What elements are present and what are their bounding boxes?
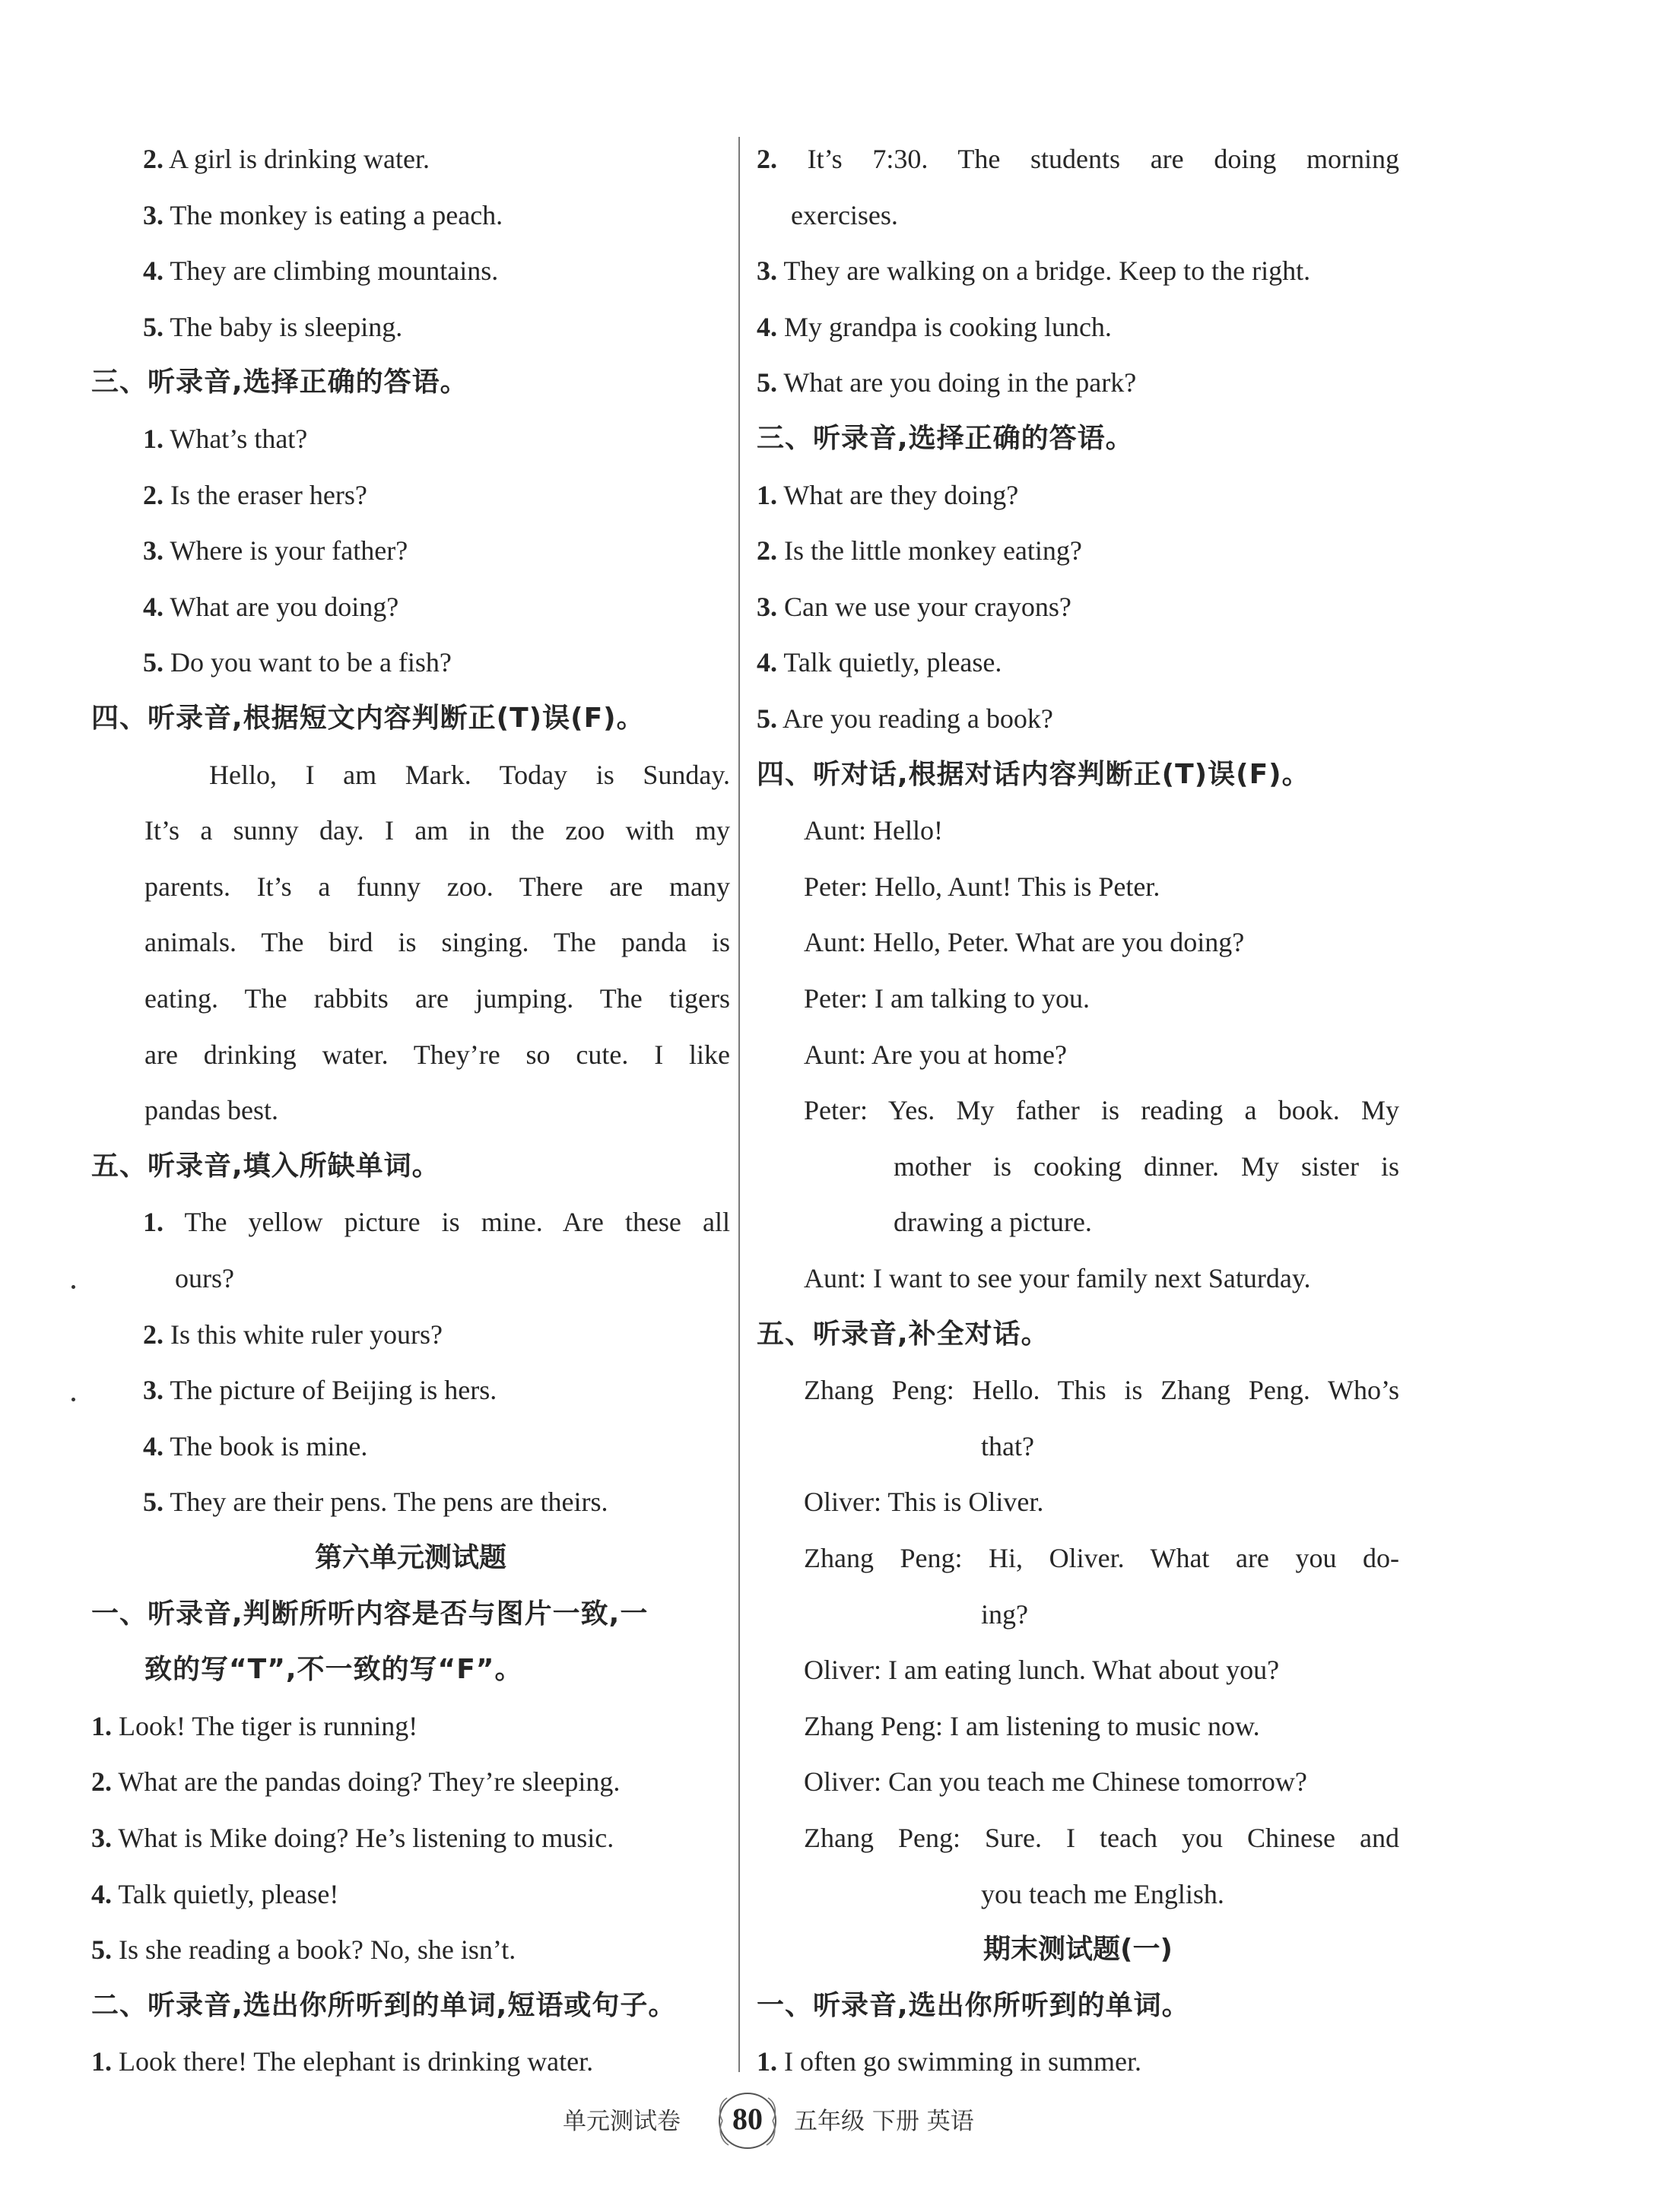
item-text: What are the pandas doing? They’re sleeping. <box>112 1766 621 1798</box>
list-item <box>143 1485 608 1519</box>
section-heading: 四、听对话,根据对话内容判断正(T)误(F)。 <box>757 758 1310 790</box>
item-text: Is she reading a book? No, she isn’t. <box>112 1934 516 1966</box>
item-text: Is this white ruler yours? <box>163 1319 443 1350</box>
item-text: The baby is sleeping. <box>163 311 403 342</box>
dialog-line <box>804 1821 1399 1855</box>
passage-line: animals. The bird is singing. The panda is <box>144 927 730 958</box>
list-item <box>143 422 307 455</box>
dialog-line <box>804 1765 1307 1798</box>
list-item <box>143 142 430 176</box>
item-text: Talk quietly, please. <box>777 647 1002 678</box>
passage-line: pandas best. <box>144 1095 278 1126</box>
speaker-label: Aunt: <box>804 927 867 958</box>
dialog-line <box>804 1653 1279 1687</box>
section-heading: 二、听录音,选出你所听到的单词,短语或句子。 <box>91 1989 677 2021</box>
item-continuation: exercises. <box>791 199 898 230</box>
list-item <box>143 590 398 624</box>
dialog-text: Can you teach me Chinese tomorrow? <box>881 1766 1307 1798</box>
item-number: 3. <box>143 1375 163 1406</box>
dialog-continuation: ing? <box>981 1598 1028 1630</box>
item-text: They are climbing mountains. <box>163 255 499 287</box>
speaker-label: Oliver: <box>804 1487 881 1518</box>
dialog-text: This is Oliver. <box>881 1487 1044 1518</box>
item-text: Talk quietly, please! <box>112 1878 339 1909</box>
list-item <box>91 1709 417 1743</box>
dialog-text: I am listening to music now. <box>942 1710 1260 1741</box>
list-item <box>91 1821 614 1855</box>
page-number: 80 <box>732 2102 763 2136</box>
item-number: 5. <box>143 1487 163 1518</box>
list-item <box>143 478 367 512</box>
footer-grade-subject: 五年级 下册 英语 <box>794 2108 974 2135</box>
dialog-text: I want to see your family next Saturday. <box>866 1263 1311 1293</box>
list-item <box>757 534 1082 567</box>
list-item <box>91 2045 593 2078</box>
speaker-label: Peter: <box>804 1095 868 1126</box>
item-text: What’s that? <box>163 424 308 454</box>
item-number: 5. <box>757 703 777 734</box>
dialog-continuation: drawing a picture. <box>894 1207 1092 1238</box>
item-text: The monkey is eating a peach. <box>163 199 503 230</box>
item-text: Look there! The elephant is drinking water. <box>112 2046 594 2077</box>
list-item <box>143 1373 497 1407</box>
section-heading: 五、听录音,填入所缺单词。 <box>91 1150 440 1182</box>
item-text: I often go swimming in summer. <box>777 2046 1141 2077</box>
dialog-line <box>804 925 1244 959</box>
item-number: 2. <box>757 535 777 566</box>
item-number: 5. <box>143 647 163 678</box>
dialog-line <box>804 1093 1399 1127</box>
dialog-line <box>804 1262 1311 1295</box>
dialog-line <box>804 1485 1043 1519</box>
item-text: What are they doing? <box>777 479 1019 510</box>
speck-dot <box>71 1398 75 1401</box>
item-text: Are you reading a book? <box>777 703 1053 734</box>
passage-line: Hello, I am Mark. Today is Sunday. <box>209 759 730 790</box>
dialog-text: Hello, Aunt! This is Peter. <box>867 871 1160 902</box>
item-text: Where is your father? <box>163 535 408 566</box>
item-text: The yellow picture is mine. Are these all <box>163 1207 730 1238</box>
item-number: 4. <box>143 1430 163 1461</box>
list-item <box>143 646 452 679</box>
item-number: 3. <box>143 199 163 230</box>
dialog-line <box>804 1373 1399 1407</box>
dialog-text: Are you at home? <box>866 1039 1067 1070</box>
item-number: 1. <box>757 2046 777 2077</box>
item-text: The book is mine. <box>163 1430 368 1461</box>
item-text: Can we use your crayons? <box>777 591 1071 622</box>
item-number: 3. <box>91 1823 112 1853</box>
dialog-line <box>804 1709 1260 1743</box>
speaker-label: Oliver: <box>804 1766 881 1798</box>
dialog-text: Hello. This is Zhang Peng. Who’s <box>954 1375 1399 1406</box>
speaker-label: Peter: <box>804 983 868 1014</box>
item-text: A girl is drinking water. <box>163 144 430 174</box>
dialog-line <box>804 1541 1399 1575</box>
item-text: They are their pens. The pens are theirs. <box>163 1487 608 1518</box>
section-title: 第六单元测试题 <box>314 1542 506 1573</box>
list-item <box>143 534 408 567</box>
dialog-continuation: you teach me English. <box>981 1878 1224 1909</box>
section-heading: 五、听录音,补全对话。 <box>757 1318 1049 1350</box>
item-text: What are you doing in the park? <box>777 367 1137 398</box>
list-item <box>143 310 402 344</box>
item-text: It’s 7:30. The students are doing morning <box>777 144 1399 174</box>
list-item <box>757 2045 1141 2078</box>
item-number: 1. <box>91 2046 112 2077</box>
speaker-label: Oliver: <box>804 1655 881 1686</box>
dialog-text: Sure. I teach you Chinese and <box>960 1823 1399 1853</box>
item-number: 2. <box>757 144 777 174</box>
item-text: The picture of Beijing is hers. <box>163 1375 497 1406</box>
dialog-text: Yes. My father is reading a book. My <box>867 1095 1399 1126</box>
section-heading: 三、听录音,选择正确的答语。 <box>91 367 468 398</box>
page-footer <box>0 2093 1654 2153</box>
item-number: 5. <box>143 311 163 342</box>
dialog-line <box>804 982 1090 1015</box>
passage-line: parents. It’s a funny zoo. There are many <box>144 871 730 902</box>
section-heading: 致的写“T”,不一致的写“F”。 <box>144 1654 523 1686</box>
list-item <box>143 1205 730 1239</box>
item-text: Is the little monkey eating? <box>777 535 1082 566</box>
item-number: 1. <box>143 1207 163 1238</box>
speaker-label: Zhang Peng: <box>804 1375 954 1406</box>
item-number: 1. <box>143 424 163 454</box>
passage-line: It’s a sunny day. I am in the zoo with my <box>144 815 730 846</box>
dialog-text: Hello! <box>866 815 943 846</box>
item-number: 3. <box>143 535 163 566</box>
list-item <box>143 254 498 287</box>
item-number: 2. <box>143 1319 163 1350</box>
item-text: What is Mike doing? He’s listening to music. <box>112 1823 614 1853</box>
list-item <box>757 310 1112 344</box>
list-item <box>757 366 1136 399</box>
item-number: 4. <box>91 1878 112 1909</box>
passage-line: eating. The rabbits are jumping. The tigers <box>144 983 730 1014</box>
dialog-line <box>804 870 1160 903</box>
section-heading: 四、听录音,根据短文内容判断正(T)误(F)。 <box>91 703 645 734</box>
list-item <box>91 1877 338 1911</box>
dialog-text: Hello, Peter. What are you doing? <box>866 927 1245 958</box>
section-heading: 一、听录音,判断所听内容是否与图片一致,一 <box>91 1598 649 1630</box>
list-item <box>143 198 503 232</box>
item-text: They are walking on a bridge. Keep to the right. <box>777 255 1311 287</box>
passage-line: are drinking water. They’re so cute. I like <box>144 1039 730 1070</box>
item-text: Do you want to be a fish? <box>163 647 452 678</box>
list-item <box>757 254 1310 287</box>
speaker-label: Zhang Peng: <box>804 1710 943 1741</box>
speaker-label: Aunt: <box>804 1263 867 1293</box>
item-number: 4. <box>757 647 777 678</box>
list-item <box>143 1430 367 1463</box>
item-number: 4. <box>143 255 163 287</box>
item-text: What are you doing? <box>163 591 399 622</box>
speaker-label: Peter: <box>804 871 868 902</box>
item-number: 5. <box>757 367 777 398</box>
item-continuation: ours? <box>175 1263 234 1293</box>
list-item <box>757 646 1002 679</box>
dialog-line <box>804 1038 1067 1071</box>
dialog-text: Hi, Oliver. What are you do- <box>962 1543 1399 1573</box>
item-text: Look! The tiger is running! <box>112 1710 418 1741</box>
list-item <box>757 590 1071 624</box>
item-number: 2. <box>91 1766 112 1798</box>
item-number: 1. <box>91 1710 112 1741</box>
list-item <box>143 1318 443 1351</box>
dialog-continuation: that? <box>981 1430 1034 1461</box>
item-text: My grandpa is cooking lunch. <box>777 311 1112 342</box>
list-item <box>757 702 1053 735</box>
speaker-label: Aunt: <box>804 815 867 846</box>
item-number: 4. <box>757 311 777 342</box>
item-number: 3. <box>757 591 777 622</box>
list-item <box>91 1933 516 1966</box>
item-number: 2. <box>143 144 163 174</box>
dialog-line <box>804 814 943 847</box>
item-number: 4. <box>143 591 163 622</box>
item-number: 1. <box>757 479 777 510</box>
speck-dot <box>71 1285 75 1289</box>
speaker-label: Aunt: <box>804 1039 867 1070</box>
section-heading: 三、听录音,选择正确的答语。 <box>757 423 1134 454</box>
section-title: 期末测试题(一) <box>983 1934 1173 1966</box>
item-number: 3. <box>757 255 777 287</box>
speaker-label: Zhang Peng: <box>804 1823 960 1853</box>
item-number: 5. <box>91 1934 112 1966</box>
speaker-label: Zhang Peng: <box>804 1543 963 1573</box>
column-divider <box>738 137 740 2072</box>
list-item <box>757 142 1399 176</box>
footer-book-title: 单元测试卷 <box>563 2108 681 2135</box>
list-item <box>757 478 1018 512</box>
item-text: Is the eraser hers? <box>163 479 367 510</box>
dialog-text: I am eating lunch. What about you? <box>881 1655 1280 1686</box>
list-item <box>91 1765 620 1798</box>
dialog-continuation: mother is cooking dinner. My sister is <box>894 1150 1399 1182</box>
item-number: 2. <box>143 479 163 510</box>
section-heading: 一、听录音,选出你所听到的单词。 <box>757 1989 1190 2021</box>
dialog-text: I am talking to you. <box>867 983 1090 1014</box>
